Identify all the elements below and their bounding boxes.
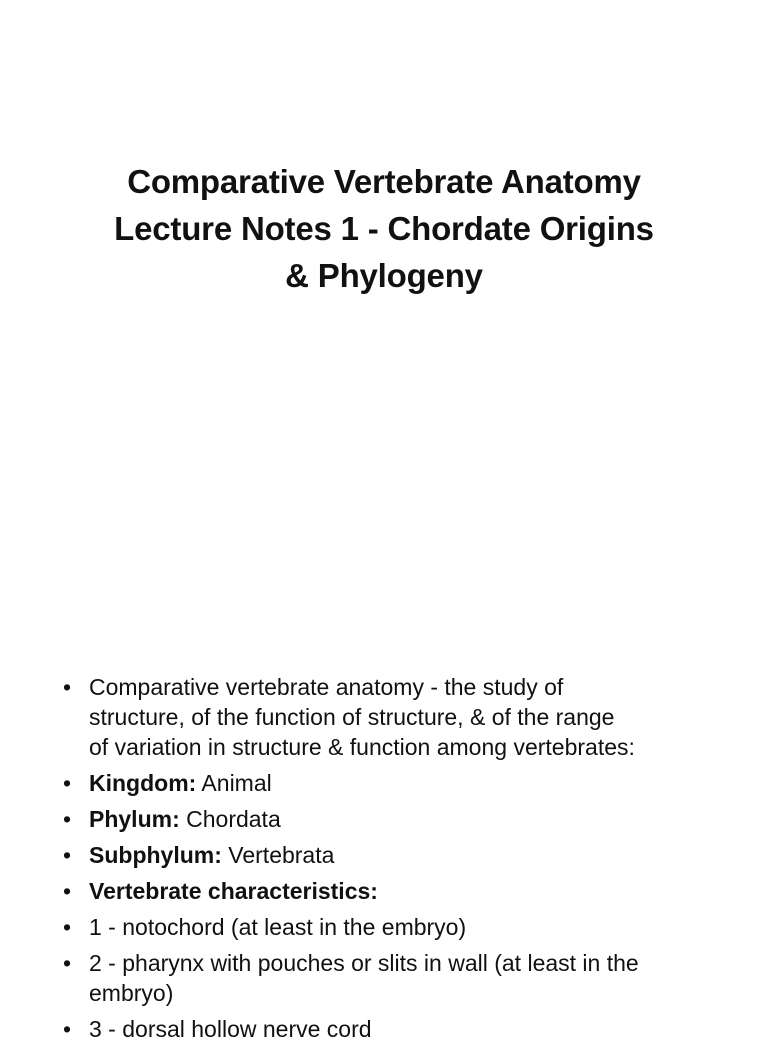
item-1-text: 1 - notochord (at least in the embryo) [89, 914, 467, 940]
characteristics-label: Vertebrate characteristics: [89, 878, 378, 904]
bullet-dot: • [62, 770, 72, 796]
title-line-1: Comparative Vertebrate Anatomy [127, 163, 641, 200]
bullet-dot: • [62, 914, 72, 940]
subphylum-label: Subphylum: [89, 842, 222, 868]
bullet-item-1 [60, 912, 750, 942]
bullet-list [60, 672, 750, 1050]
bullet-subphylum [60, 840, 750, 870]
bullet-characteristics [60, 876, 750, 906]
item-3-text: 3 - dorsal hollow nerve cord [89, 1016, 372, 1042]
bullet-dot: • [62, 806, 72, 832]
item-2-line-2: embryo) [89, 980, 174, 1006]
bullet-dot: • [62, 674, 72, 700]
bullet-dot: • [62, 878, 72, 904]
slide-title [60, 158, 708, 299]
bullet-dot: • [62, 1016, 72, 1042]
item-2-line-1: 2 - pharynx with pouches or slits in wall (at least in the [89, 950, 639, 976]
subphylum-value: Vertebrata [221, 842, 335, 868]
phylum-value: Chordata [179, 806, 281, 832]
intro-line-2: structure, of the function of structure, & of the range [89, 704, 615, 730]
bullet-item-3 [60, 1014, 750, 1044]
bullet-item-2 [60, 948, 750, 1008]
kingdom-label: Kingdom: [89, 770, 197, 796]
phylum-label: Phylum: [89, 806, 180, 832]
title-line-3: & Phylogeny [285, 257, 483, 294]
intro-line-3: of variation in structure & function among vertebrates: [89, 734, 635, 760]
bullet-dot: • [62, 842, 72, 868]
title-line-2: Lecture Notes 1 - Chordate Origins [114, 210, 654, 247]
intro-line-1: Comparative vertebrate anatomy - the study of [89, 674, 564, 700]
bullet-phylum [60, 804, 750, 834]
bullet-dot: • [62, 950, 72, 976]
bullet-kingdom [60, 768, 750, 798]
kingdom-value: Animal [196, 770, 272, 796]
bullet-intro [60, 672, 750, 762]
